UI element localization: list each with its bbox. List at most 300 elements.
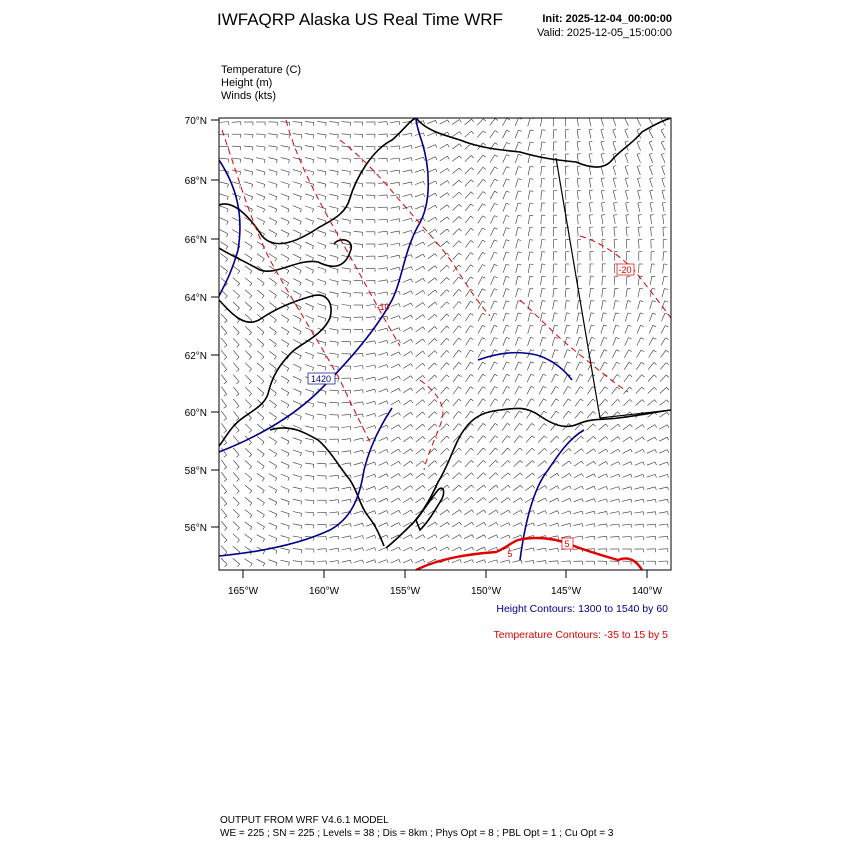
wind-barb	[622, 573, 631, 574]
wind-barb	[659, 462, 667, 465]
wind-barb-flag	[363, 390, 364, 393]
wind-barb	[354, 438, 363, 440]
wind-barb	[465, 411, 470, 418]
wind-barb	[537, 561, 546, 562]
wind-barb-flag	[300, 380, 302, 383]
wind-barb-flag	[570, 523, 571, 526]
wind-barb-flag	[506, 215, 509, 216]
wind-barb	[317, 182, 326, 184]
wind-barb-flag	[325, 355, 326, 358]
wind-barb	[500, 560, 509, 562]
wind-barb	[329, 366, 338, 367]
wind-barb-flag	[287, 332, 289, 335]
wind-barb-flag	[601, 129, 604, 130]
wind-barb	[540, 301, 542, 310]
wind-barb	[466, 374, 471, 382]
wind-barb	[403, 437, 410, 442]
wind-barb-flag	[649, 153, 652, 154]
wind-barb-flag	[387, 280, 388, 283]
wind-barb-flag	[668, 512, 669, 515]
wind-barb-flag	[643, 499, 644, 502]
wind-barb-flag	[507, 362, 510, 364]
wind-barb	[589, 130, 591, 139]
wind-barb	[317, 194, 326, 197]
wind-barb-flag	[262, 357, 264, 360]
wind-barb	[647, 462, 655, 465]
wind-barb	[317, 170, 326, 172]
wind-barb	[613, 179, 615, 188]
wind-barb	[403, 498, 411, 503]
wind-barb	[490, 216, 494, 224]
wind-barb-flag	[300, 246, 302, 249]
wind-barb	[220, 206, 228, 209]
wind-barb-flag	[665, 313, 668, 314]
wind-barb	[441, 363, 447, 370]
wind-barb	[281, 194, 289, 197]
wind-barb	[329, 488, 338, 489]
wind-barb-flag	[312, 307, 313, 310]
wind-barb	[293, 389, 301, 393]
wind-barb-flag	[557, 461, 559, 464]
wind-barb	[525, 485, 532, 490]
wind-barb	[379, 474, 387, 478]
wind-barb-flag	[652, 301, 655, 302]
wind-barb	[317, 316, 326, 319]
wind-barb-flag	[387, 535, 388, 538]
wind-barb	[245, 461, 252, 467]
wind-barb-flag	[249, 442, 252, 445]
wind-barb	[415, 266, 423, 270]
wind-barb-flag	[325, 282, 326, 285]
wind-barb	[476, 560, 484, 563]
wind-barb	[671, 561, 680, 562]
wind-barb-flag	[252, 159, 253, 162]
wind-barb	[551, 411, 556, 418]
wind-barb	[528, 227, 530, 236]
wind-barb-flag	[532, 461, 534, 464]
wind-barb-flag	[483, 387, 486, 389]
wind-barb-flag	[506, 350, 509, 351]
wind-barb	[575, 411, 581, 418]
wind-barb	[625, 118, 629, 126]
wind-barb-flag	[399, 388, 401, 391]
wind-barb	[503, 130, 507, 138]
wind-barb-flag	[387, 437, 389, 440]
wind-barb	[589, 118, 591, 127]
wind-barb	[305, 134, 314, 135]
wind-barb-flag	[300, 234, 302, 237]
wind-barb-flag	[411, 267, 412, 270]
wind-barb	[477, 498, 484, 503]
wind-barb-flag	[375, 389, 376, 392]
wind-barb	[293, 376, 301, 380]
wind-barb-flag	[375, 572, 376, 575]
wind-barb	[577, 325, 579, 334]
wind-barb	[415, 242, 423, 246]
wind-barb	[378, 389, 386, 392]
wind-barb-flag	[679, 388, 681, 391]
wind-barb-flag	[567, 313, 570, 314]
wind-barb	[305, 267, 313, 271]
wind-barb-flag	[325, 343, 326, 346]
wind-barb	[366, 341, 375, 343]
wind-barb	[563, 411, 569, 418]
wind-barb	[464, 522, 472, 527]
wind-barb-flag	[532, 436, 535, 438]
wind-barb-flag	[375, 462, 376, 465]
wind-barb	[659, 487, 668, 489]
wind-barb	[648, 375, 654, 382]
latitude-axis	[185, 116, 219, 534]
wind-barb-flag	[604, 337, 607, 338]
wind-barb-flag	[423, 388, 425, 391]
wind-barb-flag	[554, 288, 558, 289]
wind-barb-flag	[436, 572, 437, 575]
wind-barb	[477, 155, 483, 162]
wind-barb	[391, 376, 399, 380]
wind-barb-flag	[288, 222, 290, 225]
wind-barb-flag	[275, 466, 277, 469]
wind-barb-flag	[459, 387, 462, 389]
wind-barb-flag	[300, 295, 302, 298]
wind-barb-flag	[459, 192, 461, 195]
wind-barb	[403, 388, 410, 393]
wind-barb-flag	[325, 331, 326, 334]
wind-barb-flag	[411, 303, 413, 306]
wind-barb-flag	[628, 325, 631, 326]
wind-barb	[465, 228, 471, 235]
wind-barb-flag	[363, 511, 364, 514]
wind-barb	[526, 423, 531, 430]
wind-barb-flag	[631, 474, 632, 477]
wind-barb-flag	[509, 535, 510, 538]
wind-barb-flag	[495, 118, 498, 120]
wind-barb-flag	[569, 473, 571, 476]
wind-barb-flag	[544, 411, 547, 413]
wind-barb	[245, 510, 252, 516]
wind-barb	[466, 362, 471, 370]
wind-barb-flag	[581, 424, 584, 426]
wind-barb	[366, 377, 375, 379]
wind-barb-flag	[459, 326, 462, 328]
wind-barb-flag	[542, 313, 545, 314]
temp-contour-3	[340, 140, 490, 316]
wind-barb-flag	[459, 180, 461, 183]
wind-barb	[354, 426, 363, 428]
wind-barb-flag	[655, 474, 656, 477]
wind-barb-flag	[375, 426, 376, 429]
wind-barb	[233, 375, 239, 382]
wind-barb	[293, 327, 301, 331]
wind-barb-flag	[484, 498, 486, 501]
wind-barb-flag	[557, 486, 559, 489]
wind-barb	[221, 497, 227, 504]
wind-barb	[281, 437, 289, 441]
wind-barb	[564, 337, 567, 346]
wind-barb-flag	[472, 522, 474, 525]
wind-barb	[221, 399, 226, 406]
wind-barb	[613, 118, 616, 126]
wind-barb-flag	[288, 441, 290, 444]
height-contour-info: Height Contours: 1300 to 1540 by 60	[496, 603, 668, 615]
wind-barb	[537, 548, 546, 550]
wind-barb-flag	[387, 498, 389, 501]
wind-barb	[427, 157, 435, 161]
wind-barb-flag	[275, 454, 277, 457]
wind-barb	[452, 156, 459, 161]
wind-barb-flag	[482, 277, 485, 279]
wind-barb-flag	[484, 547, 485, 550]
wind-barb-flag	[300, 271, 302, 274]
wind-barb-flag	[470, 301, 473, 303]
wind-barb	[391, 425, 399, 430]
wind-barb	[577, 179, 578, 188]
wind-barb	[638, 191, 640, 200]
wind-barb	[415, 572, 423, 575]
wind-barb	[305, 218, 313, 221]
wind-barb	[403, 158, 412, 160]
wind-barb	[232, 122, 241, 123]
wind-barb	[293, 206, 301, 209]
wind-barb-flag	[224, 406, 227, 408]
wind-barb	[647, 499, 656, 501]
wind-barb-flag	[471, 168, 474, 170]
wind-barb-flag	[667, 387, 669, 390]
wind-barb	[416, 315, 423, 320]
wind-barb	[342, 524, 351, 526]
wind-barb-flag	[375, 365, 376, 368]
wind-barb-flag	[399, 510, 401, 513]
wind-barb-flag	[482, 325, 485, 327]
wind-barb-flag	[399, 425, 401, 428]
wind-barb	[527, 386, 531, 394]
wind-barb	[515, 374, 519, 382]
wind-barb	[221, 521, 227, 528]
wind-barb-flag	[250, 259, 252, 262]
wind-barb	[354, 219, 363, 220]
wind-barb-flag	[618, 399, 621, 401]
wind-barb	[221, 326, 227, 333]
wind-barb-flag	[589, 178, 592, 179]
wind-barb	[503, 276, 506, 285]
wind-barb-flag	[497, 560, 498, 563]
wind-barb-flag	[399, 219, 400, 223]
wind-barb	[403, 547, 411, 551]
wind-barb	[478, 399, 483, 407]
wind-barb	[305, 451, 314, 453]
wind-barb	[501, 460, 507, 466]
wind-barb-flag	[325, 246, 326, 249]
wind-barb-flag	[496, 473, 498, 476]
wind-barb	[576, 350, 579, 358]
wind-barb	[453, 229, 459, 235]
wind-barb	[671, 573, 680, 574]
wind-barb	[305, 122, 314, 123]
wind-barb	[464, 510, 471, 515]
wind-barb	[503, 228, 506, 236]
wind-barb	[541, 215, 542, 224]
wind-barb	[647, 512, 656, 513]
wind-barb	[245, 522, 252, 527]
wind-barb	[427, 547, 435, 551]
wind-barb-flag	[506, 325, 509, 326]
wind-barb	[528, 252, 530, 261]
wind-barb	[342, 280, 351, 281]
wind-barb-flag	[542, 130, 545, 131]
wind-barb-flag	[642, 400, 644, 403]
wind-barb-flag	[300, 258, 302, 261]
wind-barb	[635, 487, 644, 489]
wind-barb-flag	[637, 153, 640, 154]
wind-barb	[601, 325, 604, 334]
wind-barb-flag	[558, 548, 559, 551]
wind-barb	[565, 154, 566, 163]
coastline-layer	[219, 118, 671, 548]
wind-barb	[232, 230, 240, 234]
wind-barb-flag	[567, 337, 570, 338]
wind-barb	[256, 170, 265, 172]
wind-barb-flag	[668, 499, 669, 503]
wind-barb	[441, 387, 447, 394]
wind-barb	[549, 511, 557, 514]
wind-barb	[317, 122, 326, 123]
wind-barb-flag	[594, 449, 596, 452]
wind-barb	[366, 389, 375, 391]
wind-barb	[565, 179, 566, 188]
wind-barb	[415, 535, 423, 539]
wind-barb-flag	[567, 350, 570, 351]
wind-barb	[491, 313, 495, 321]
wind-barb-flag	[650, 190, 653, 191]
wind-barb	[476, 522, 484, 527]
wind-barb	[329, 573, 338, 574]
wind-barb	[440, 278, 446, 284]
wind-barb	[565, 313, 567, 322]
wind-barb-flag	[447, 181, 449, 184]
wind-barb	[257, 424, 264, 430]
wind-barb	[478, 240, 483, 248]
wind-barb-flag	[521, 498, 523, 501]
wind-barb-flag	[236, 369, 239, 371]
wind-barb-flag	[237, 467, 240, 469]
wind-barb-flag	[649, 141, 652, 143]
wind-barb-flag	[250, 527, 252, 530]
wind-barb	[378, 352, 387, 355]
wind-barb	[354, 390, 363, 391]
wind-barb-flag	[447, 338, 450, 340]
wind-barb-flag	[589, 202, 593, 203]
wind-barb	[416, 400, 423, 406]
wind-barb	[553, 252, 554, 261]
wind-barb	[245, 363, 251, 369]
wind-barb-flag	[325, 184, 326, 187]
wind-barb	[305, 365, 313, 368]
wind-barb	[577, 166, 578, 175]
wind-barb-flag	[325, 147, 326, 150]
wind-barb-flag	[411, 424, 413, 427]
wind-barb	[623, 399, 629, 405]
wind-barb	[281, 499, 290, 502]
wind-barb-flag	[519, 362, 522, 363]
wind-barb	[503, 264, 506, 273]
wind-barb-flag	[264, 160, 265, 163]
wind-barb	[220, 182, 229, 184]
wind-barb-flag	[239, 197, 240, 200]
wind-barb	[465, 436, 471, 443]
wind-barb-flag	[495, 423, 498, 425]
wind-barb-flag	[519, 399, 522, 401]
wind-barb-flag	[274, 320, 276, 323]
wind-barb	[551, 374, 555, 382]
wind-barb-flag	[653, 325, 656, 327]
wind-barb-flag	[520, 473, 522, 476]
wind-barb-flag	[655, 512, 656, 515]
wind-barb-flag	[287, 344, 289, 347]
wind-barb-flag	[470, 313, 473, 315]
wind-barb	[390, 195, 399, 196]
wind-barb-flag	[224, 419, 227, 421]
lon-tick-label: 145°W	[550, 586, 582, 597]
wind-barb	[317, 243, 325, 246]
wind-barb	[565, 288, 566, 297]
wind-barb	[403, 291, 411, 295]
wind-barb	[526, 473, 533, 479]
wind-barb-flag	[518, 264, 521, 265]
wind-barb-flag	[448, 535, 450, 538]
wind-barb-flag	[423, 461, 425, 464]
wind-barb	[317, 402, 326, 404]
wind-barb-flag	[594, 461, 596, 464]
wind-barb	[342, 536, 351, 538]
wind-barb	[465, 448, 471, 455]
wind-barb-flag	[482, 265, 485, 267]
wind-barb-flag	[483, 167, 486, 169]
wind-barb-flag	[225, 271, 227, 274]
wind-barb	[329, 206, 338, 208]
wind-barb	[634, 512, 643, 513]
wind-barb	[465, 240, 470, 247]
wind-barb-flag	[460, 120, 462, 123]
wind-barb	[245, 547, 252, 552]
wind-barb-flag	[350, 524, 351, 527]
wind-barb	[586, 486, 594, 489]
wind-barb	[245, 326, 251, 332]
wind-barb	[293, 146, 302, 148]
wind-barb	[342, 560, 351, 562]
wind-barb	[342, 402, 351, 403]
wind-barb	[649, 350, 654, 357]
wind-barb	[366, 462, 374, 465]
wind-barb	[233, 473, 239, 480]
wind-barb	[672, 425, 680, 429]
wind-barb	[244, 158, 253, 160]
wind-barb	[502, 118, 506, 126]
wind-barb-flag	[680, 487, 681, 490]
wind-barb	[390, 207, 399, 209]
wind-barb	[416, 449, 423, 455]
wind-barb-flag	[447, 448, 450, 451]
wind-barb	[453, 460, 459, 466]
wind-barb-flag	[554, 301, 557, 302]
wind-barb	[573, 524, 582, 526]
wind-barb-flag	[313, 392, 314, 395]
wind-barb	[635, 449, 643, 453]
wind-barb-flag	[630, 424, 632, 427]
wind-barb	[403, 218, 412, 221]
wind-barb	[465, 119, 472, 125]
wind-barb	[589, 166, 591, 175]
wind-barb-flag	[287, 393, 289, 396]
